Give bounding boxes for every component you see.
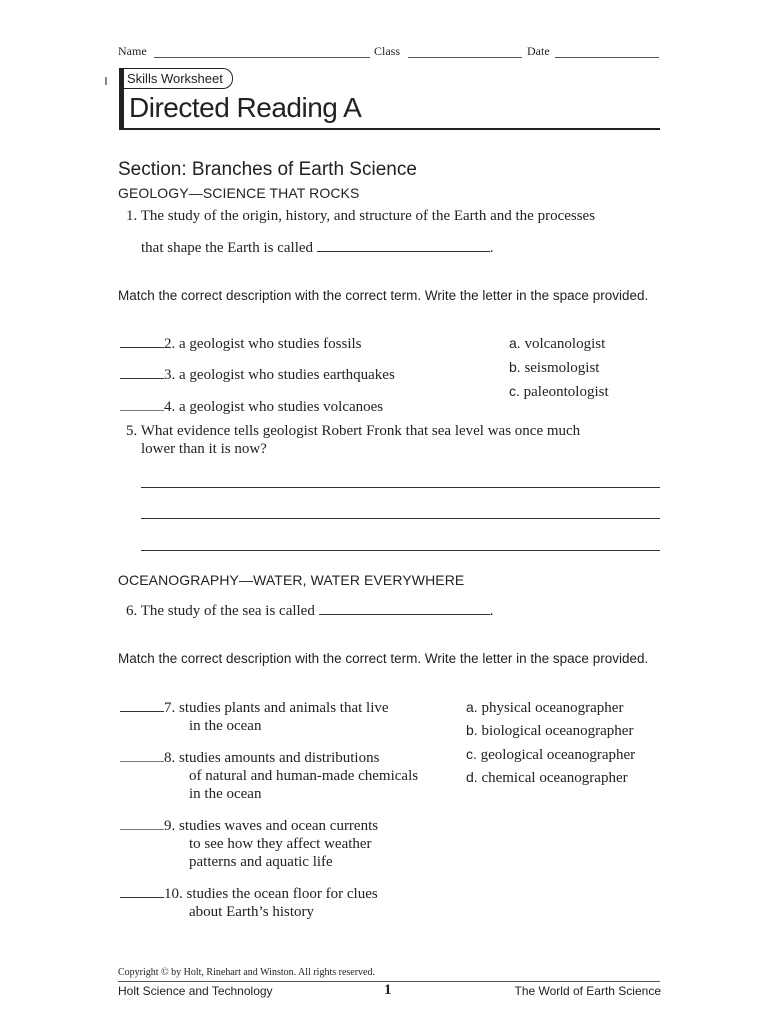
footer-chapter: The World of Earth Science	[514, 984, 661, 998]
question-6-answer-blank[interactable]	[319, 614, 490, 615]
question-1-line-1: 1. The study of the origin, history, and structure of the Earth and the processes	[126, 208, 596, 224]
question-5-line-2: lower than it is now?	[141, 441, 267, 457]
worksheet-badge: Skills Worksheet	[119, 68, 233, 89]
match-option-d: d. chemical oceanographer	[466, 769, 628, 786]
match-item-8: 8. studies amounts and distributions of natural and human-made chemicals in the ocean	[120, 749, 418, 803]
page-number: 1	[384, 982, 392, 998]
answer-blank[interactable]	[120, 378, 164, 379]
date-field[interactable]	[555, 57, 659, 58]
match-option-a: a. volcanologist	[509, 335, 606, 352]
match-option-a: a. physical oceanographer	[466, 699, 624, 716]
answer-line-2[interactable]	[141, 518, 660, 519]
answer-blank[interactable]	[120, 829, 164, 830]
match-item-2: 2. a geologist who studies fossils	[120, 336, 362, 353]
footer-publisher: Holt Science and Technology	[118, 984, 273, 998]
question-1-answer-blank[interactable]	[317, 251, 490, 252]
answer-line-1[interactable]	[141, 487, 660, 488]
page-title: Directed Reading A	[129, 92, 362, 123]
title-bar	[119, 68, 124, 130]
question-6: 6. The study of the sea is called .	[126, 603, 494, 619]
margin-tick	[105, 77, 107, 85]
answer-blank[interactable]	[120, 711, 164, 712]
answer-blank[interactable]	[120, 897, 164, 898]
match-option-b: b. seismologist	[509, 359, 600, 376]
section-title: Section: Branches of Earth Science	[118, 159, 417, 180]
copyright-notice: Copyright © by Holt, Rinehart and Winston. All rights reserved.	[118, 967, 375, 978]
match-instructions-2: Match the correct description with the correct term. Write the letter in the space provided.	[118, 651, 649, 666]
class-label: Class	[374, 44, 401, 58]
match-item-7: 7. studies plants and animals that live in the ocean	[120, 699, 389, 735]
answer-blank[interactable]	[120, 761, 164, 762]
title-rule	[119, 128, 660, 130]
question-1-text: that shape the Earth is called	[141, 240, 314, 256]
match-instructions-1: Match the correct description with the correct term. Write the letter in the space provided.	[118, 288, 649, 303]
match-option-c: c. paleontologist	[509, 383, 609, 400]
name-label: Name	[118, 44, 147, 58]
answer-blank[interactable]	[120, 347, 164, 348]
match-option-c: c. geological oceanographer	[466, 746, 636, 763]
match-item-4: 4. a geologist who studies volcanoes	[120, 399, 383, 416]
answer-blank[interactable]	[120, 410, 164, 411]
match-option-b: b. biological oceanographer	[466, 722, 634, 739]
class-field[interactable]	[408, 57, 522, 58]
answer-line-3[interactable]	[141, 550, 660, 551]
match-item-9: 9. studies waves and ocean currents to see how they affect weather patterns and aquatic life	[120, 817, 378, 871]
question-5-line-1: 5. What evidence tells geologist Robert Fronk that sea level was once much	[126, 423, 581, 439]
oceanography-heading: OCEANOGRAPHY—WATER, WATER EVERYWHERE	[118, 572, 465, 588]
date-label: Date	[527, 44, 550, 58]
geology-heading: GEOLOGY—SCIENCE THAT ROCKS	[118, 185, 360, 201]
match-item-3: 3. a geologist who studies earthquakes	[120, 367, 395, 384]
question-1-line-2: that shape the Earth is called .	[141, 240, 494, 256]
name-field[interactable]	[154, 57, 370, 58]
match-item-10: 10. studies the ocean floor for clues about Earth’s history	[120, 885, 378, 921]
